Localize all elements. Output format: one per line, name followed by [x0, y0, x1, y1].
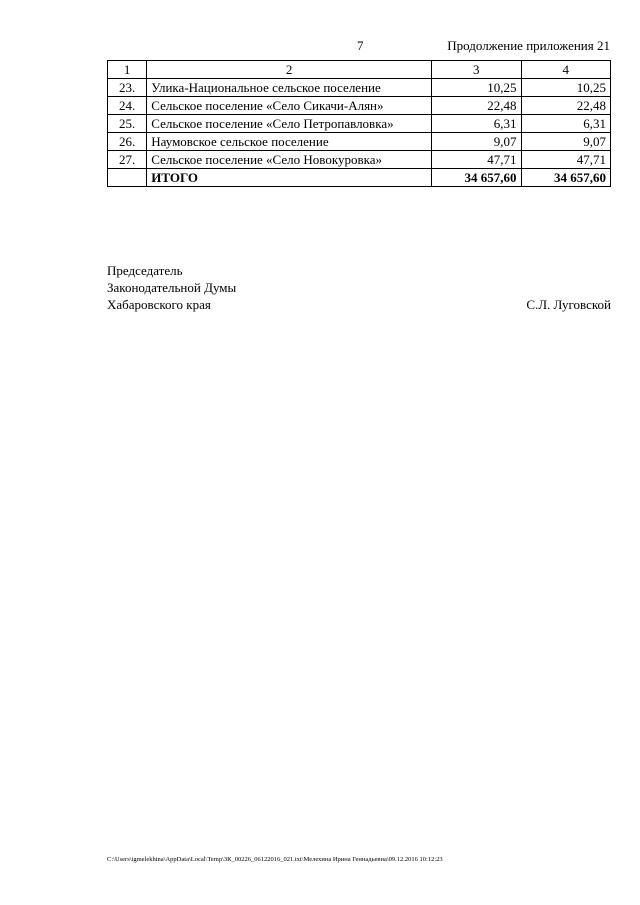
- row-number: 26.: [108, 133, 147, 151]
- column-header: 1: [108, 61, 147, 79]
- row-name: Улика-Национальное сельское поселение: [147, 79, 432, 97]
- table-row: [108, 97, 611, 115]
- row-value-col4: 47,71: [521, 151, 610, 169]
- page-number: 7: [357, 38, 364, 53]
- total-value-col4: 34 657,60: [521, 169, 610, 187]
- total-value-col3: 34 657,60: [432, 169, 521, 187]
- signature-title-line1: Председатель: [107, 263, 183, 278]
- signature-title-line3: Хабаровского края: [107, 297, 211, 312]
- row-value-col4: 10,25: [521, 79, 610, 97]
- column-header: 4: [521, 61, 610, 79]
- row-name: Сельское поселение «Село Новокуровка»: [147, 151, 432, 169]
- table-row: [108, 133, 611, 151]
- row-number: 23.: [108, 79, 147, 97]
- total-label: ИТОГО: [147, 169, 432, 187]
- row-name: Наумовское сельское поселение: [147, 133, 432, 151]
- table-row: [108, 79, 611, 97]
- row-value-col3: 22,48: [432, 97, 521, 115]
- row-number: 24.: [108, 97, 147, 115]
- total-empty-cell: [108, 169, 147, 187]
- total-row: [108, 169, 611, 187]
- table-row: [108, 151, 611, 169]
- signatory-name: С.Л. Луговской: [526, 297, 611, 312]
- row-name: Сельское поселение «Село Сикачи-Алян»: [147, 97, 432, 115]
- row-value-col3: 6,31: [432, 115, 521, 133]
- row-value-col3: 47,71: [432, 151, 521, 169]
- table-header-row: [108, 61, 611, 79]
- row-value-col4: 22,48: [521, 97, 610, 115]
- continuation-label: Продолжение приложения 21: [447, 38, 610, 53]
- column-header: 2: [147, 61, 432, 79]
- row-value-col4: 6,31: [521, 115, 610, 133]
- row-value-col4: 9,07: [521, 133, 610, 151]
- table-row: [108, 115, 611, 133]
- row-number: 27.: [108, 151, 147, 169]
- footer-file-path: C:\Users\igmelekhina\AppData\Local\Temp\ЗК_00226_06122016_021.txt\Мелехина Ирина Геннадьевна\09.12.2016 10:12:23: [107, 856, 443, 863]
- signature-final-line: [107, 296, 611, 313]
- column-header: 3: [432, 61, 521, 79]
- signature-block: [107, 262, 611, 313]
- row-value-col3: 9,07: [432, 133, 521, 151]
- row-value-col3: 10,25: [432, 79, 521, 97]
- row-name: Сельское поселение «Село Петропавловка»: [147, 115, 432, 133]
- signature-title-line2: Законодательной Думы: [107, 280, 237, 295]
- appendix-table: [107, 60, 611, 187]
- row-number: 25.: [108, 115, 147, 133]
